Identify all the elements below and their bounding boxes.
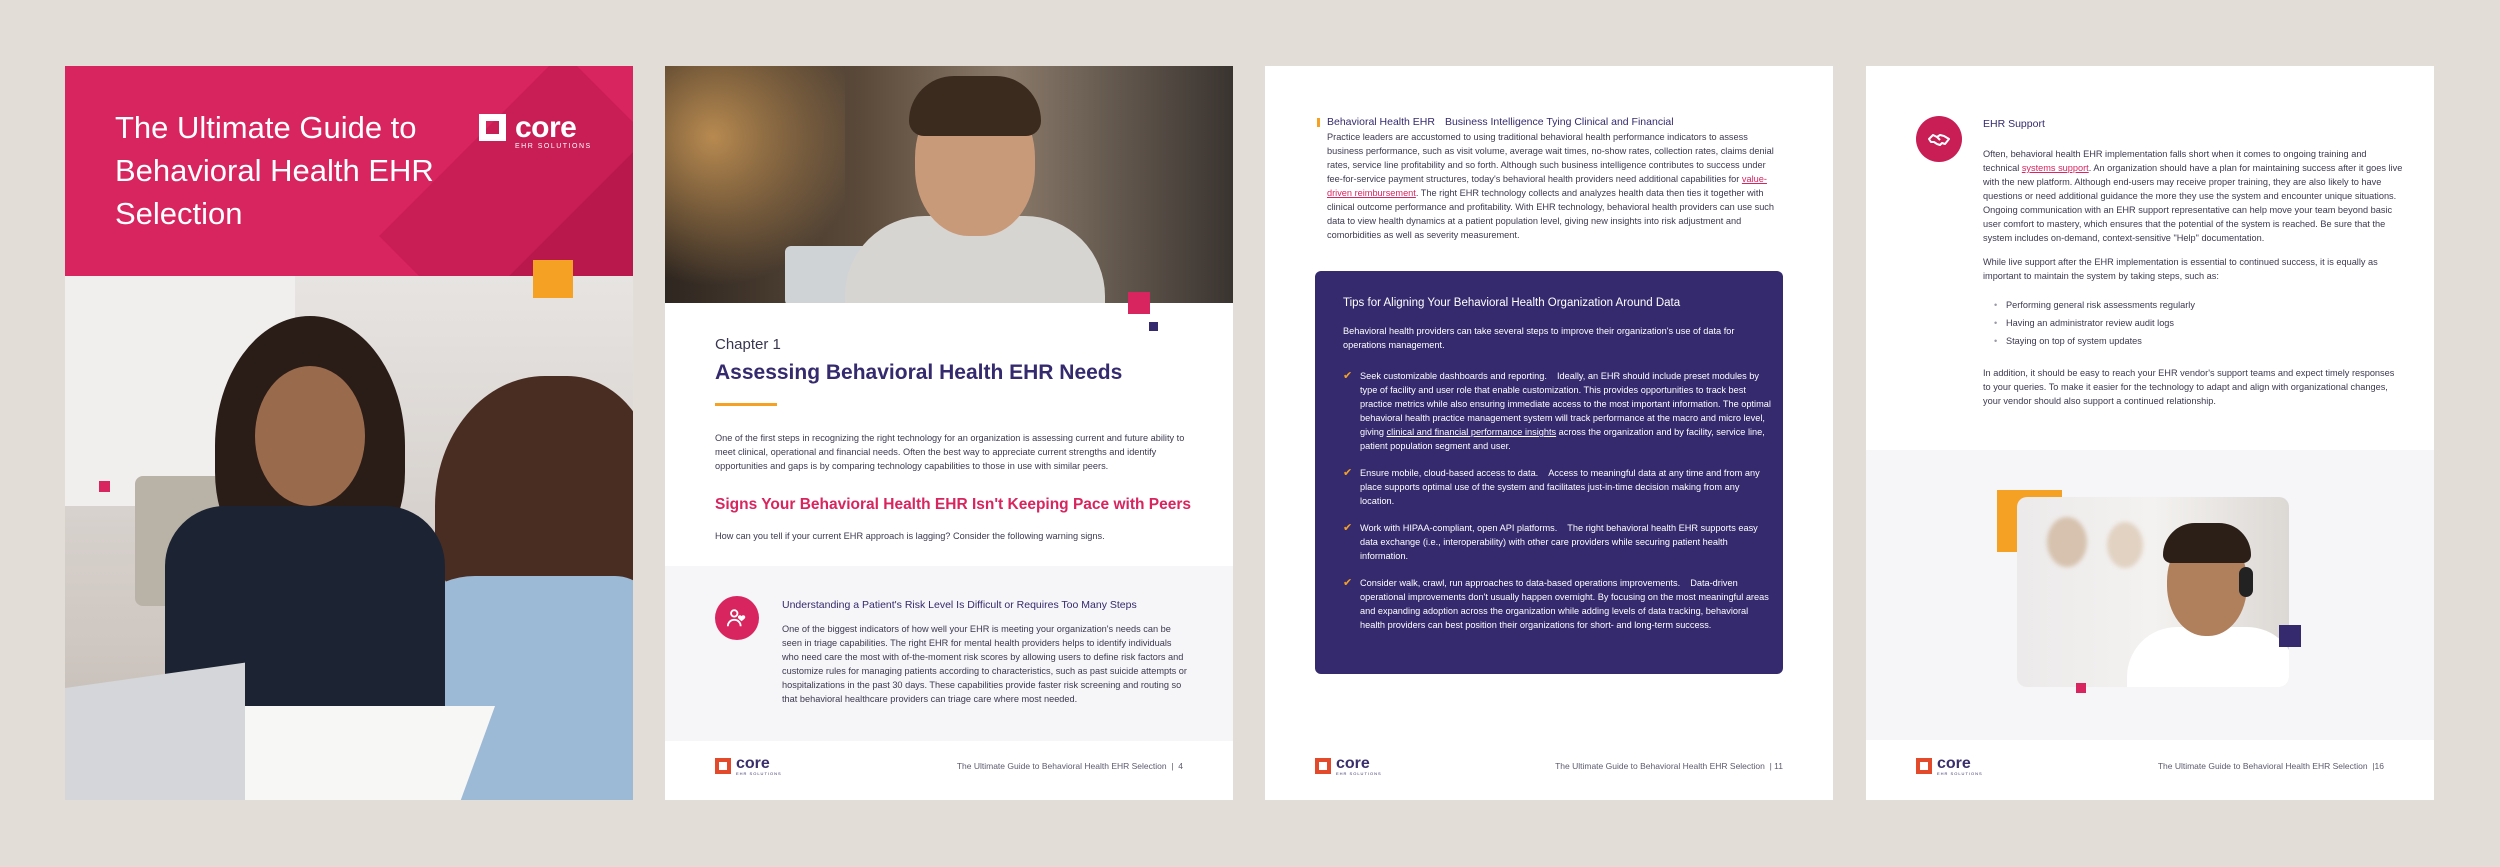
- logo-mark-icon: [479, 114, 506, 141]
- support-paragraph: Often, behavioral health EHR implementation falls short when it comes to ongoing training and technical systems support. An organization should have a plan for maintaining success after it goes live with the new platform. Although end-users may receive proper training, they are also likely to have questions or need additional guidance the more they use the system and encounter unique situations. Ongoing communication with an EHR support representative can help move your team beyond basic user comfort to mastery, which ensures that the potential of the system is reached. Be sure that the system includes on-demand, context-sensitive "Help" documentation.: [1983, 149, 2403, 243]
- check-icon: ✔: [1343, 522, 1353, 534]
- maintenance-paragraph: While live support after the EHR implementation is essential to continued success, it is equally as important to maintain the system by taking steps, such as:: [1983, 257, 2378, 281]
- performance-insights-link[interactable]: clinical and financial performance insights: [1386, 427, 1557, 437]
- maintenance-list: [1994, 296, 2195, 350]
- page-11: [1265, 66, 1833, 800]
- logo-mark-icon: [1916, 758, 1932, 774]
- decorative-square-navy: [1149, 322, 1158, 331]
- tip-item: ✔ Consider walk, crawl, run approaches to data-based operations improvements. Data-driven operational improvements don't usually happen overnight. By focusing on the most meaningful areas and expanding adoption across the organization while adding levels of data tracking, behavioral health providers can best position their organizations for short- and long-term success.: [1343, 577, 1769, 630]
- chapter-photo: [665, 66, 1233, 303]
- tips-list: [1343, 369, 1773, 645]
- tip-item: ✔ Seek customizable dashboards and reporting. Ideally, an EHR should include preset modules by type of facility and user role that enable customization. This provides opportunities to track best practice metrics while also ensuring immediate access to the most important information. The optimal behavioral health practice management system will track performance at the macro and micro level, giving clinical and financial performance insights across the organization and by facility, service line, patient population segment and user.: [1343, 370, 1771, 451]
- tip-item: ✔ Work with HIPAA-compliant, open API platforms. The right behavioral health EHR supports easy data exchange (i.e., interoperability) with other care providers while securing patient health information.: [1343, 522, 1758, 561]
- logo-mark-icon: [1315, 758, 1331, 774]
- section-heading: EHR Support: [1983, 118, 2045, 130]
- question-paragraph: How can you tell if your current EHR approach is lagging? Consider the following warning signs.: [715, 531, 1105, 541]
- tips-panel-title: Tips for Aligning Your Behavioral Health Organization Around Data: [1343, 297, 1681, 309]
- page-4: [665, 66, 1233, 800]
- cover-title: The Ultimate Guide to Behavioral Health EHR Selection: [115, 110, 434, 231]
- footer-title: The Ultimate Guide to Behavioral Health EHR Selection | 4: [956, 761, 1183, 771]
- tip-item: ✔ Ensure mobile, cloud-based access to data. Access to meaningful data at any time and from any place supports optimal use of the system and facilitates just-in-time decision making from any location.: [1343, 467, 1760, 506]
- page-number: 11: [1774, 761, 1783, 771]
- footer-title: The Ultimate Guide to Behavioral Health EHR Selection |16: [2157, 761, 2384, 771]
- page-footer: [1315, 754, 1783, 778]
- decorative-square-pink: [1128, 292, 1150, 314]
- list-item: • Staying on top of system updates: [1994, 332, 2195, 350]
- footer-logo: core EHR SOLUTIONS: [715, 757, 782, 776]
- tips-panel: [1315, 271, 1783, 674]
- intro-paragraph: One of the first steps in recognizing the right technology for an organization is assessing current and future ability to meet clinical, operational and financial needs. Often the best way to appreciate current strengths and identify opportunities and gaps is by comparing technology capabilities to those in use with similar peers.: [715, 433, 1185, 471]
- intro-paragraph: Practice leaders are accustomed to using traditional behavioral health performance indicators to assess business performance, such as visit volume, average wait times, no-show rates, collection rates, claims denial rates, service line profitability and so forth. Although such business intelligence contributes to success under fee-for-service payment structures, today's behavioral health providers need additional capabilities for value-driven reimbursement. The right EHR technology collects and analyzes health data then ties it together with clinical outcome performance and profitability. With EHR technology, behavioral health providers can use such data to view health dynamics at a patient population level, giving new insights into risk adjustment and comorbidities as well as severity measurement.: [1327, 132, 1775, 240]
- vendor-paragraph: In addition, it should be easy to reach your EHR vendor's support teams and expect timely responses to your queries. To make it easier for the technology to adapt and align with organizational changes, your vendor should also support a continued relationship.: [1983, 368, 2395, 406]
- page-cover: [65, 66, 633, 800]
- heading-bullet: [1317, 118, 1320, 127]
- check-icon: ✔: [1343, 467, 1353, 479]
- decorative-square-orange: [533, 260, 573, 298]
- handshake-icon: [1916, 116, 1962, 162]
- systems-support-link[interactable]: systems support: [2021, 163, 2089, 173]
- page-number: 16: [2374, 761, 2384, 771]
- logo-mark-icon: [715, 758, 731, 774]
- logo-word: core: [515, 110, 577, 144]
- footer-logo: core EHR SOLUTIONS: [1916, 757, 1983, 776]
- decorative-square-navy: [2279, 625, 2301, 647]
- tips-panel-lead: Behavioral health providers can take several steps to improve their organization's use of data for operations management.: [1343, 326, 1735, 350]
- page-footer: [1916, 754, 2384, 778]
- support-agent-photo: [2017, 497, 2289, 687]
- check-icon: ✔: [1343, 577, 1353, 589]
- list-item: • Having an administrator review audit logs: [1994, 314, 2195, 332]
- chapter-label: Chapter 1: [715, 336, 781, 353]
- user-heart-icon: [715, 596, 759, 640]
- value-driven-reimbursement-link[interactable]: value-driven reimbursement: [1327, 174, 1767, 198]
- section-heading: Behavioral Health EHR Business Intelligence Tying Clinical and Financial: [1327, 116, 1674, 128]
- list-item: • Performing general risk assessments regularly: [1994, 296, 2195, 314]
- callout-text: One of the biggest indicators of how well your EHR is meeting your organization's needs can be seen in triage capabilities. The right EHR for mental health providers helps to identify individuals who need care the most with of-the-moment risk scores by allowing users to define risk factors and customize rules for managing patients according to characteristics, such as past suicide attempts or hospitalizations in the past 30 days. These capabilities provide faster risk screening and routing so that behavioral healthcare providers can triage care where most needed.: [782, 624, 1187, 704]
- decorative-square-pink: [2076, 683, 2086, 693]
- page-16: [1866, 66, 2434, 800]
- chapter-heading: Assessing Behavioral Health EHR Needs: [715, 361, 1123, 384]
- decorative-square-pink: [99, 481, 110, 492]
- heading-rule: [715, 403, 777, 406]
- footer-logo: core EHR SOLUTIONS: [1315, 757, 1382, 776]
- page-number: 4: [1178, 761, 1183, 771]
- footer-title: The Ultimate Guide to Behavioral Health EHR Selection | 11: [1555, 761, 1783, 771]
- cover-header-band: [65, 66, 633, 276]
- check-icon: ✔: [1343, 370, 1353, 382]
- page-footer: [715, 754, 1183, 778]
- callout-heading: Understanding a Patient's Risk Level Is Difficult or Requires Too Many Steps: [782, 599, 1137, 611]
- cover-photo: [65, 276, 633, 800]
- core-logo: [479, 110, 592, 150]
- section-subheading: Signs Your Behavioral Health EHR Isn't Keeping Pace with Peers: [715, 496, 1191, 513]
- logo-sub: EHR SOLUTIONS: [515, 143, 592, 150]
